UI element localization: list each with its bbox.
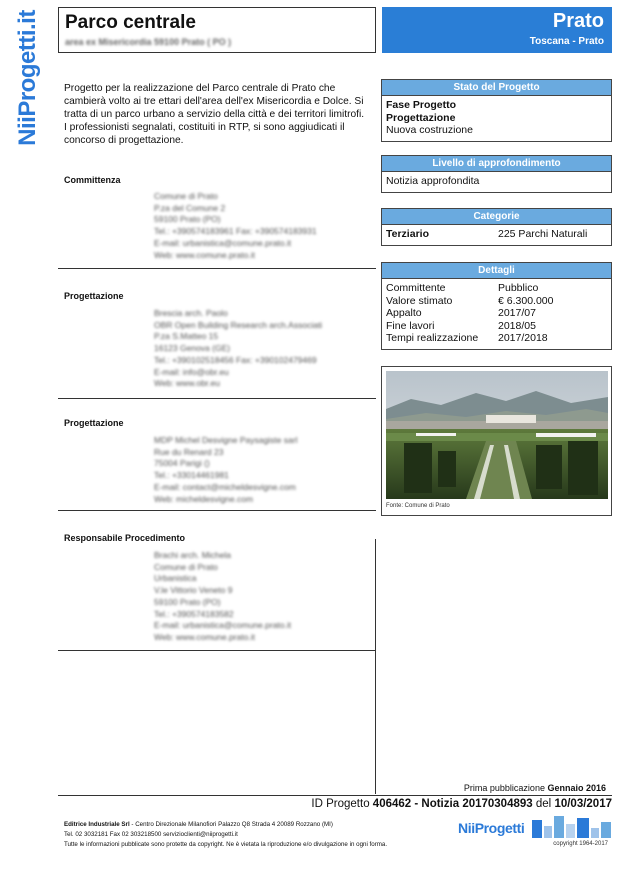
skyline-icon	[528, 814, 618, 840]
photo-caption: Fonte: Comune di Prato	[386, 503, 450, 509]
panel-categorie	[381, 208, 612, 246]
dettagli-row: Valore stimato € 6.300.000	[386, 294, 554, 307]
livello-value: Notizia approfondita	[386, 175, 480, 187]
city-box	[382, 7, 612, 53]
project-id: 406462	[372, 798, 412, 810]
section-body-progettazione-1: Brescia arch. Paolo OBR Open Building Research arch.Associati P.za S.Matteo 15 16123 Genova (GE) Tel.: +390102518456 Fax: +390102479469 E-mail: info@obr.eu Web: www.obr.eu	[154, 308, 323, 389]
project-description: Progetto per la realizzazione del Parco centrale di Prato che cambierà volto ai tre ettari dell'area dell'ex Misericordia e Dolce. Si tratta di un parco urbano a servizio della città e dei territori limitrofi. I professionisti segnalati, costituiti in RTP, si sono aggiudicati il concorso di progettazione.	[64, 83, 365, 146]
fase-value: Progettazione	[386, 111, 456, 124]
footer-logo-text: NiiProgetti	[458, 820, 525, 836]
panel-livello	[381, 155, 612, 193]
panel-livello-head: Livello di approfondimento	[382, 156, 611, 172]
panel-stato	[381, 79, 612, 142]
photo-box	[381, 366, 612, 516]
section-title-responsabile: Responsabile Procedimento	[64, 533, 186, 543]
column-divider	[375, 539, 376, 794]
panel-categorie-head: Categorie	[382, 209, 611, 225]
section-separator	[58, 268, 376, 269]
region-name: Toscana - Prato	[529, 36, 604, 47]
panel-stato-head: Stato del Progetto	[382, 80, 611, 96]
footer: Editrice Industriale Srl - Centro Direzionale Milanofiori Palazzo Q8 Strada 4 20089 Rozzano (MI) Tel. 02 3032181 Fax 02 303218500 servizioclienti@niiprogetti.it Tutte le informazioni pubblicate sono protette da copyright. Ne è vietata la riproduzione e/o divulgazione in ogni forma.	[64, 821, 388, 848]
notizia-id: 20170304893	[462, 798, 533, 810]
section-separator	[58, 650, 376, 651]
section-title-progettazione-2: Progettazione	[64, 418, 124, 428]
dettagli-row: Appalto 2017/07	[386, 307, 536, 319]
dettagli-row: Fine lavori 2018/05	[386, 319, 536, 332]
project-title: Parco centrale	[65, 12, 196, 33]
id-line: ID Progetto 406462 - Notizia 20170304893 del 10/03/2017	[58, 795, 612, 811]
side-logo	[8, 10, 48, 145]
first-publication: Prima pubblicazione Gennaio 2016	[463, 783, 606, 793]
project-address: area ex Misericordia 59100 Prato ( PO )	[65, 37, 232, 47]
section-separator	[58, 398, 376, 399]
project-rendering	[386, 371, 608, 499]
notizia-date: 10/03/2017	[554, 798, 612, 810]
panel-dettagli-head: Dettagli	[382, 263, 611, 279]
section-body-progettazione-2: MDP Michel Desvigne Paysagiste sarl Rue du Renard 23 75004 Parigi () Tel.: +33014461981 E-mail: contact@micheldesvigne.com Web: micheldesvigne.com	[154, 435, 298, 504]
section-body-committenza: Comune di Prato P.za del Comune 2 59100 Prato (PO) Tel.: +390574183961 Fax: +390574183931 E-mail: urbanistica@comune.prato.it Web: www.comune.prato.it	[154, 191, 317, 260]
side-logo-text: NiiProgetti.it	[14, 9, 42, 146]
panel-dettagli	[381, 262, 612, 350]
section-separator	[58, 510, 376, 511]
section-title-committenza: Committenza	[64, 175, 121, 185]
section-body-responsabile: Brachi arch. Michela Comune di Prato Urbanistica V.le Vittorio Veneto 9 59100 Prato (PO) Tel.: +390574183582 E-mail: urbanistica@comune.prato.it Web: www.comune.prato.it	[154, 550, 292, 642]
dettagli-row: Committente Pubblico	[386, 282, 539, 294]
fase-label: Fase Progetto	[386, 99, 457, 111]
city-name: Prato	[552, 10, 604, 32]
categoria-value: 225 Parchi Naturali	[498, 228, 588, 240]
tipo-intervento: Nuova costruzione	[386, 124, 473, 136]
categoria-key: Terziario	[386, 228, 429, 240]
title-box	[58, 7, 376, 53]
dettagli-row: Tempi realizzazione 2017/2018	[386, 332, 548, 344]
copyright: copyright 1964-2017	[553, 841, 608, 847]
section-title-progettazione-1: Progettazione	[64, 291, 124, 301]
